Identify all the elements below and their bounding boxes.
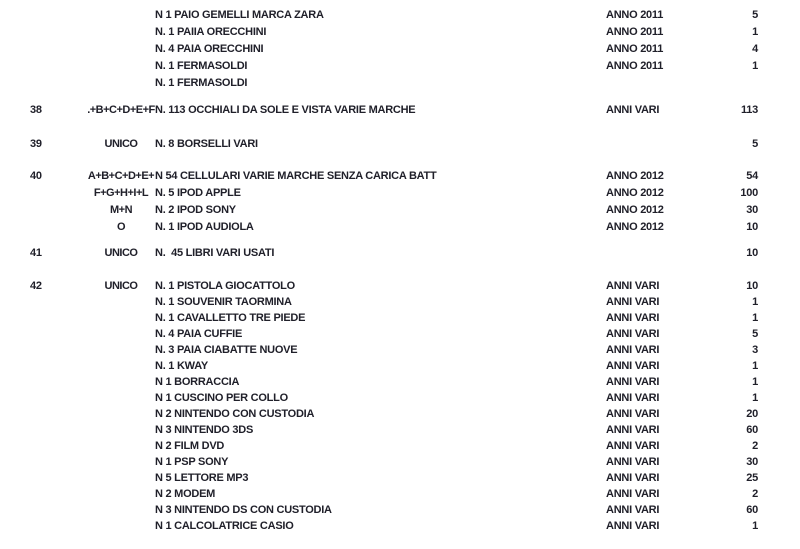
year-cell: ANNI VARI	[606, 312, 660, 324]
value-cell: 5	[752, 138, 758, 150]
value-cell: 3	[752, 344, 758, 356]
table-row	[0, 406, 800, 422]
table-row	[0, 168, 800, 185]
year-cell: ANNI VARI	[606, 104, 660, 116]
table-row	[0, 326, 800, 342]
description-cell: N. 5 IPOD APPLE	[155, 187, 241, 199]
table-row	[0, 358, 800, 374]
description-cell: N. 1 CAVALLETTO TRE PIEDE	[155, 312, 306, 324]
value-cell: 113	[741, 104, 758, 116]
item-group	[0, 7, 800, 92]
code-cell: M+N	[109, 204, 133, 216]
year-cell: ANNI VARI	[606, 440, 660, 452]
table-row	[0, 75, 800, 92]
row-number-cell: 39	[30, 138, 42, 150]
year-cell: ANNO 2012	[606, 170, 664, 182]
table-row	[0, 454, 800, 470]
table-row	[0, 202, 800, 219]
description-cell: N 1 CUSCINO PER COLLO	[155, 392, 288, 404]
year-cell: ANNI VARI	[606, 376, 660, 388]
description-cell: N. 1 FERMASOLDI	[155, 77, 248, 89]
description-cell: N 2 NINTENDO CON CUSTODIA	[155, 408, 315, 420]
item-group	[0, 168, 800, 236]
year-cell: ANNO 2012	[606, 187, 664, 199]
value-cell: 30	[746, 456, 758, 468]
year-cell: ANNI VARI	[606, 520, 660, 532]
year-cell: ANNI VARI	[606, 360, 660, 372]
value-cell: 4	[752, 43, 758, 55]
value-cell: 1	[752, 360, 758, 372]
description-cell: N. 1 FERMASOLDI	[155, 60, 248, 72]
value-cell: 1	[752, 26, 758, 38]
value-cell: 10	[746, 280, 758, 292]
value-cell: 60	[746, 504, 758, 516]
description-cell: N. 2 IPOD SONY	[155, 204, 236, 216]
table-row	[0, 294, 800, 310]
row-number-cell: 40	[30, 170, 42, 182]
description-cell: N. 8 BORSELLI VARI	[155, 138, 258, 150]
code-cell: UNICO	[104, 280, 138, 292]
code-cell: UNICO	[104, 247, 138, 259]
description-cell: N. 1 PAIIA ORECCHINI	[155, 26, 267, 38]
table-row	[0, 502, 800, 518]
description-cell: N 3 NINTENDO DS CON CUSTODIA	[155, 504, 332, 516]
year-cell: ANNI VARI	[606, 488, 660, 500]
table-row	[0, 374, 800, 390]
value-cell: 10	[746, 247, 758, 259]
code-cell: A+B+C+D+E+	[87, 170, 155, 182]
description-cell: N 1 BORRACCIA	[155, 376, 240, 388]
description-cell: N 1 PSP SONY	[155, 456, 229, 468]
value-cell: 10	[746, 221, 758, 233]
value-cell: 1	[752, 60, 758, 72]
year-cell: ANNI VARI	[606, 328, 660, 340]
year-cell: ANNI VARI	[606, 456, 660, 468]
table-row	[0, 310, 800, 326]
table-row	[0, 7, 800, 24]
code-cell: .+B+C+D+E+F	[87, 104, 155, 116]
description-cell: N 3 NINTENDO 3DS	[155, 424, 254, 436]
table-row	[0, 390, 800, 406]
row-number-cell: 42	[30, 280, 42, 292]
table-row	[0, 486, 800, 502]
description-cell: N. 4 PAIA ORECCHINI	[155, 43, 264, 55]
value-cell: 1	[752, 392, 758, 404]
description-cell: N. 3 PAIA CIABATTE NUOVE	[155, 344, 298, 356]
description-cell: N 1 PAIO GEMELLI MARCA ZARA	[155, 9, 324, 21]
year-cell: ANNO 2012	[606, 221, 664, 233]
table-row	[0, 422, 800, 438]
description-cell: N. 4 PAIA CUFFIE	[155, 328, 243, 340]
year-cell: ANNI VARI	[606, 408, 660, 420]
row-number-cell: 41	[30, 247, 42, 259]
value-cell: 1	[752, 312, 758, 324]
table-row	[0, 58, 800, 75]
year-cell: ANNI VARI	[606, 296, 660, 308]
table-row	[0, 136, 800, 153]
description-cell: N 2 MODEM	[155, 488, 216, 500]
value-cell: 1	[752, 520, 758, 532]
description-cell: N 5 LETTORE MP3	[155, 472, 249, 484]
value-cell: 54	[746, 170, 758, 182]
table-row	[0, 342, 800, 358]
description-cell: N 54 CELLULARI VARIE MARCHE SENZA CARICA BATT	[155, 170, 437, 182]
code-cell: UNICO	[104, 138, 138, 150]
description-cell: N. 1 IPOD AUDIOLA	[155, 221, 254, 233]
value-cell: 100	[740, 187, 758, 199]
year-cell: ANNO 2011	[606, 9, 664, 21]
table-row	[0, 41, 800, 58]
table-row	[0, 102, 800, 119]
description-cell: N. 1 PISTOLA GIOCATTOLO	[155, 280, 295, 292]
table-row	[0, 278, 800, 294]
year-cell: ANNI VARI	[606, 280, 660, 292]
code-cell: F+G+H+I+L	[93, 187, 149, 199]
description-cell: N 1 CALCOLATRICE CASIO	[155, 520, 294, 532]
table-row	[0, 219, 800, 236]
table-row	[0, 438, 800, 454]
table-row	[0, 518, 800, 534]
table-row	[0, 24, 800, 41]
table-row	[0, 245, 800, 262]
row-number-cell: 38	[30, 104, 42, 116]
item-group	[0, 136, 800, 153]
year-cell: ANNO 2011	[606, 43, 664, 55]
value-cell: 5	[752, 9, 758, 21]
year-cell: ANNI VARI	[606, 424, 660, 436]
item-group	[0, 102, 800, 119]
year-cell: ANNI VARI	[606, 472, 660, 484]
year-cell: ANNI VARI	[606, 344, 660, 356]
value-cell: 25	[746, 472, 758, 484]
year-cell: ANNO 2011	[606, 60, 664, 72]
value-cell: 20	[746, 408, 758, 420]
value-cell: 2	[752, 488, 758, 500]
year-cell: ANNO 2011	[606, 26, 664, 38]
code-cell: O	[116, 221, 126, 233]
value-cell: 5	[752, 328, 758, 340]
value-cell: 1	[752, 376, 758, 388]
table-row	[0, 185, 800, 202]
value-cell: 30	[746, 204, 758, 216]
item-group	[0, 278, 800, 534]
year-cell: ANNO 2012	[606, 204, 664, 216]
description-cell: N. 1 KWAY	[155, 360, 208, 372]
description-cell: N. 45 LIBRI VARI USATI	[155, 247, 275, 259]
year-cell: ANNI VARI	[606, 392, 660, 404]
description-cell: N 2 FILM DVD	[155, 440, 225, 452]
value-cell: 60	[746, 424, 758, 436]
table-row	[0, 470, 800, 486]
description-cell: N. 113 OCCHIALI DA SOLE E VISTA VARIE MARCHE	[155, 104, 416, 116]
value-cell: 1	[752, 296, 758, 308]
description-cell: N. 1 SOUVENIR TAORMINA	[155, 296, 292, 308]
item-group	[0, 245, 800, 262]
value-cell: 2	[752, 440, 758, 452]
year-cell: ANNI VARI	[606, 504, 660, 516]
